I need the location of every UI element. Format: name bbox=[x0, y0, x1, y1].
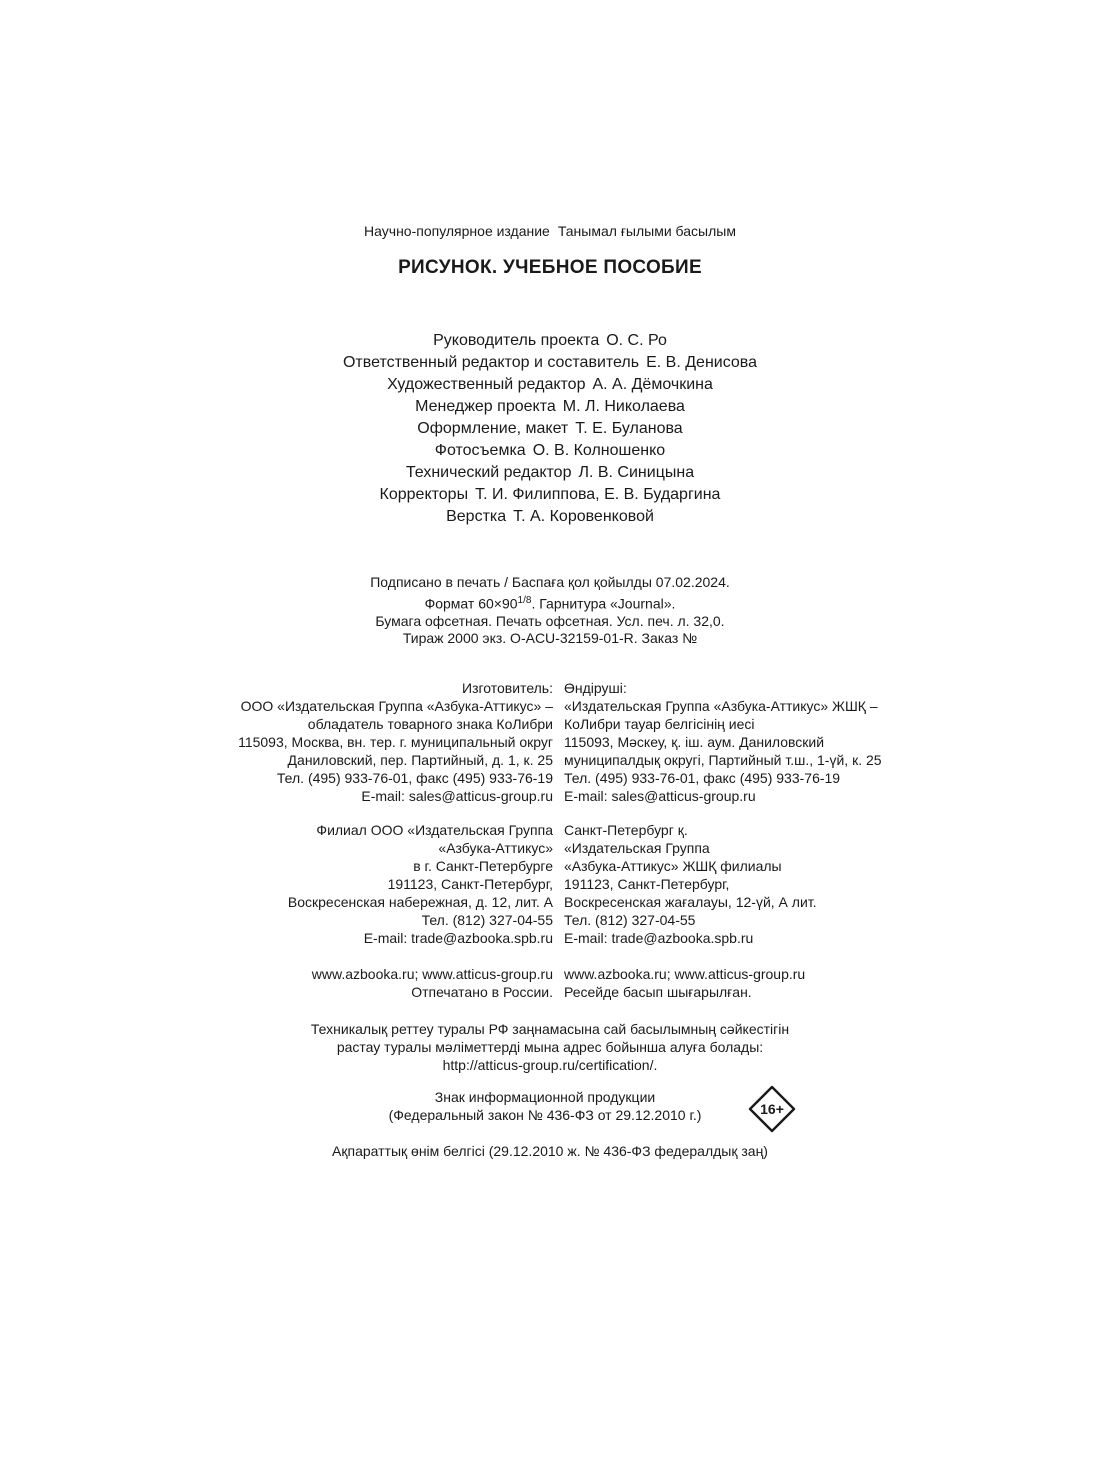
age-rating-16-icon bbox=[748, 1085, 796, 1133]
print-run-line: Тираж 2000 экз. O-ACU-32159-01-R. Заказ № bbox=[402, 630, 698, 647]
credits-list bbox=[0, 330, 1100, 528]
info-sign-title: Знак информационной продукции bbox=[434, 1089, 656, 1105]
manufacturer-kz-email: E-mail: sales@atticus-group.ru bbox=[564, 788, 756, 804]
branch-ru-line: Воскресенская набережная, д. 12, лит. А bbox=[287, 894, 553, 910]
manufacturer-ru-line: обладатель товарного знака КоЛибри bbox=[307, 716, 553, 732]
credit-name: Т. И. Филиппова, Е. В. Бударгина bbox=[475, 486, 721, 503]
credit-role: Фотосъемка bbox=[434, 442, 526, 459]
branch-ru-line: в г. Санкт-Петербурге bbox=[413, 858, 553, 874]
manufacturer-kz bbox=[564, 679, 882, 805]
sites-ru bbox=[312, 965, 553, 1001]
credit-role: Корректоры bbox=[379, 486, 469, 503]
info-sign-law: (Федеральный закон № 436-ФЗ от 29.12.2010 г.) bbox=[388, 1107, 702, 1123]
print-format-line bbox=[0, 592, 1100, 613]
credit-row bbox=[0, 374, 1100, 396]
manufacturer-ru-email: E-mail: sales@atticus-group.ru bbox=[361, 788, 553, 804]
websites-kz: www.azbooka.ru; www.atticus-group.ru bbox=[564, 966, 806, 982]
websites-ru: www.azbooka.ru; www.atticus-group.ru bbox=[311, 966, 553, 982]
branch-kz-line: Тел. (812) 327-04-55 bbox=[564, 912, 696, 928]
branch-kz-line: Воскресенская жағалауы, 12-үй, А лит. bbox=[564, 894, 817, 910]
printed-in-kz: Ресейде басып шығарылған. bbox=[564, 984, 752, 1000]
branch-ru-line: 191123, Санкт-Петербург, bbox=[387, 876, 553, 892]
typeface-text: . Гарнитура «Journal». bbox=[531, 595, 676, 612]
credit-role: Руководитель проекта bbox=[433, 332, 600, 349]
credit-role: Технический редактор bbox=[405, 464, 572, 481]
age-rating-label: 16+ bbox=[760, 1101, 784, 1117]
branch-ru-line: «Азбука-Аттикус» bbox=[438, 840, 553, 856]
credit-name: М. Л. Николаева bbox=[562, 398, 685, 415]
branch-ru-email: E-mail: trade@azbooka.spb.ru bbox=[363, 930, 553, 946]
certification-url: http://atticus-group.ru/certification/. bbox=[442, 1057, 658, 1073]
tech-regulation-note bbox=[0, 1020, 1100, 1074]
printed-in-ru: Отпечатано в России. bbox=[411, 984, 553, 1000]
info-sign-kz: Ақпараттық өнім белгісі (29.12.2010 ж. № 436-ФЗ федералдық заң) bbox=[332, 1143, 768, 1159]
credit-row bbox=[0, 484, 1100, 506]
branch-kz-line: Санкт-Петербург қ. bbox=[564, 822, 688, 838]
manufacturer-ru bbox=[238, 679, 553, 805]
tech-regulation-line: растау туралы мәліметтерді мына адрес бойынша алуға болады: bbox=[336, 1039, 764, 1055]
credit-row bbox=[0, 352, 1100, 374]
manufacturer-ru-line: Изготовитель: bbox=[462, 680, 553, 696]
credit-role: Оформление, макет bbox=[417, 420, 569, 437]
manufacturer-ru-line: Тел. (495) 933-76-01, факс (495) 933-76-19 bbox=[276, 770, 553, 786]
genre-line bbox=[0, 223, 1100, 239]
credit-row bbox=[0, 440, 1100, 462]
manufacturer-kz-line: Өндіруші: bbox=[564, 680, 627, 696]
book-title: РИСУНОК. УЧЕБНОЕ ПОСОБИЕ bbox=[398, 257, 702, 278]
credit-row bbox=[0, 396, 1100, 418]
branch-kz bbox=[564, 821, 817, 947]
print-info bbox=[0, 574, 1100, 648]
credit-name: Л. В. Синицына bbox=[578, 464, 695, 481]
manufacturer-kz-line: 115093, Мәскеу, қ. іш. аум. Даниловский bbox=[564, 734, 825, 750]
manufacturer-ru-line: Даниловский, пер. Партийный, д. 1, к. 25 bbox=[287, 752, 553, 768]
branch-ru-line: Тел. (812) 327-04-55 bbox=[421, 912, 553, 928]
credit-name: Т. А. Коровенковой bbox=[513, 508, 654, 525]
credit-name: А. А. Дёмочкина bbox=[592, 376, 713, 393]
credit-name: Т. Е. Буланова bbox=[575, 420, 683, 437]
info-sign-text bbox=[340, 1088, 750, 1124]
credit-role: Менеджер проекта bbox=[415, 398, 556, 415]
branch-kz-line: «Издательская Группа bbox=[564, 840, 710, 856]
credit-role: Ответственный редактор и составитель bbox=[342, 354, 640, 371]
genre-ru: Научно-популярное издание bbox=[364, 223, 550, 239]
credit-name: О. В. Колношенко bbox=[532, 442, 666, 459]
branch-kz-line: 191123, Санкт-Петербург, bbox=[564, 876, 730, 892]
manufacturer-ru-line: 115093, Москва, вн. тер. г. муниципальный округ bbox=[238, 734, 553, 750]
credit-row bbox=[0, 330, 1100, 352]
print-paper-line: Бумага офсетная. Печать офсетная. Усл. печ. л. 32,0. bbox=[375, 612, 725, 629]
genre-kz: Танымал ғылыми басылым bbox=[557, 223, 736, 239]
print-signed-line: Подписано в печать / Баспаға қол қойылды 07.02.2024. bbox=[370, 574, 730, 590]
sites-kz bbox=[564, 965, 805, 1001]
manufacturer-kz-line: Тел. (495) 933-76-01, факс (495) 933-76-19 bbox=[564, 770, 841, 786]
manufacturer-kz-line: «Издательская Группа «Азбука-Аттикус» ЖШҚ – bbox=[564, 698, 878, 714]
tech-regulation-line: Техникалық реттеу туралы РФ заңнамасына сай басылымның сәйкестігін bbox=[310, 1021, 790, 1037]
credit-name: Е. В. Денисова bbox=[646, 354, 758, 371]
credit-role: Верстка bbox=[446, 508, 507, 525]
credit-role: Художественный редактор bbox=[387, 376, 586, 393]
credit-row bbox=[0, 506, 1100, 528]
manufacturer-kz-line: муниципалдық округі, Партийный т.ш., 1-үй, к. 25 bbox=[564, 752, 882, 768]
branch-kz-line: «Азбука-Аттикус» ЖШҚ филиалы bbox=[564, 858, 782, 874]
credit-name: О. С. Ро bbox=[606, 332, 667, 349]
credit-row bbox=[0, 462, 1100, 484]
manufacturer-kz-line: КоЛибри тауар белгісінің иесі bbox=[564, 716, 755, 732]
manufacturer-ru-line: ООО «Издательская Группа «Азбука-Аттикус» – bbox=[240, 698, 553, 714]
branch-kz-email: E-mail: trade@azbooka.spb.ru bbox=[564, 930, 754, 946]
format-text: Формат 60×90 bbox=[424, 595, 518, 612]
credit-row bbox=[0, 418, 1100, 440]
format-fraction: 1/8 bbox=[517, 594, 532, 606]
branch-ru-line: Филиал ООО «Издательская Группа bbox=[316, 822, 553, 838]
branch-ru bbox=[288, 821, 553, 947]
